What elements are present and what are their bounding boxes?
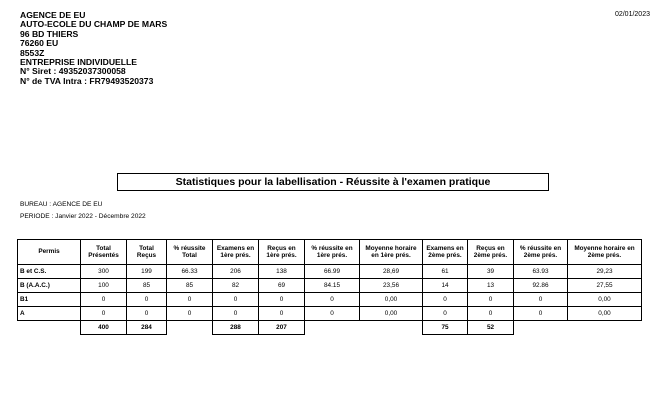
table-cell: 0 [213,293,259,307]
column-header: Examens en 2ème prés. [423,240,468,265]
table-cell: 85 [167,279,213,293]
table-cell: 0 [213,307,259,321]
table-row [18,307,642,321]
table-cell: 69 [259,279,305,293]
table-cell: 85 [127,279,167,293]
company-legal-form: ENTREPRISE INDIVIDUELLE [20,57,137,68]
company-siret: N° Siret : 49352037300058 [20,66,126,77]
empty-cell [568,321,642,335]
table-cell: 23,56 [360,279,423,293]
table-cell: 66.99 [305,265,360,279]
total-cell: 207 [259,321,305,335]
column-header: Total Présentés [81,240,127,265]
table-cell: 13 [468,279,514,293]
table-cell: 0 [81,307,127,321]
report-title [117,173,549,191]
table-cell: 0 [423,293,468,307]
table-cell: 206 [213,265,259,279]
table-cell: 138 [259,265,305,279]
company-street: 96 BD THIERS [20,28,79,39]
column-header: Moyenne horaire en 2ème prés. [568,240,642,265]
totals-row [18,321,642,335]
empty-cell [305,321,360,335]
row-label: B (A.A.C.) [18,279,81,293]
table-cell: 0 [259,293,305,307]
table-cell: 28,69 [360,265,423,279]
column-header: % réussite en 1ère prés. [305,240,360,265]
table-cell: 0,00 [360,293,423,307]
table-cell: 63.93 [514,265,568,279]
row-label: B et C.S. [18,265,81,279]
table-cell: 14 [423,279,468,293]
column-header: % réussite Total [167,240,213,265]
table-cell: 0 [468,307,514,321]
table-row [18,293,642,307]
table-cell: 61 [423,265,468,279]
company-vat: N° de TVA Intra : FR79493520373 [20,75,154,86]
row-label: A [18,307,81,321]
table-cell: 0 [81,293,127,307]
table-cell: 0 [127,307,167,321]
bureau-label: BUREAU : AGENCE DE EU [20,201,103,208]
empty-cell [360,321,423,335]
company-ape-code: 8553Z [20,47,45,58]
empty-cell [514,321,568,335]
table-cell: 0 [305,307,360,321]
column-header: % réussite en 2ème prés. [514,240,568,265]
table-cell: 0 [468,293,514,307]
column-header: Reçus en 2ème prés. [468,240,514,265]
company-name: AGENCE DE EU [20,10,86,20]
stats-table [17,239,642,335]
total-cell: 400 [81,321,127,335]
empty-cell [167,321,213,335]
row-label: B1 [18,293,81,307]
table-cell: 0 [305,293,360,307]
table-cell: 0 [423,307,468,321]
table-row [18,279,642,293]
column-header: Permis [18,240,81,265]
total-cell: 288 [213,321,259,335]
report-title-text: Statistiques pour la labellisation - Réussite à l'examen pratique [175,176,491,188]
table-header-row [18,240,642,265]
period-label: PERIODE : Janvier 2022 - Décembre 2022 [20,213,146,220]
table-cell: 0 [514,307,568,321]
table-cell: 39 [468,265,514,279]
company-info [20,11,167,86]
column-header: Moyenne horaire en 1ère prés. [360,240,423,265]
total-cell: 75 [423,321,468,335]
total-cell: 52 [468,321,514,335]
column-header: Total Reçus [127,240,167,265]
column-header: Examens en 1ère prés. [213,240,259,265]
table-cell: 0 [167,307,213,321]
table-cell: 66.33 [167,265,213,279]
table-cell: 0,00 [360,307,423,321]
table-cell: 82 [213,279,259,293]
table-cell: 27,55 [568,279,642,293]
table-cell: 0 [127,293,167,307]
table-cell: 0 [514,293,568,307]
table-row [18,265,642,279]
table-cell: 300 [81,265,127,279]
column-header: Reçus en 1ère prés. [259,240,305,265]
total-cell: 284 [127,321,167,335]
company-trade-name: AUTO-ECOLE DU CHAMP DE MARS [20,19,168,30]
table-cell: 0,00 [568,293,642,307]
table-cell: 92.86 [514,279,568,293]
table-cell: 0,00 [568,307,642,321]
document-date: 02/01/2023 [614,11,650,18]
table-cell: 29,23 [568,265,642,279]
table-cell: 0 [167,293,213,307]
empty-cell [18,321,81,335]
table-cell: 100 [81,279,127,293]
table-cell: 0 [259,307,305,321]
company-city: 76260 EU [20,38,59,49]
table-cell: 199 [127,265,167,279]
table-cell: 84.15 [305,279,360,293]
